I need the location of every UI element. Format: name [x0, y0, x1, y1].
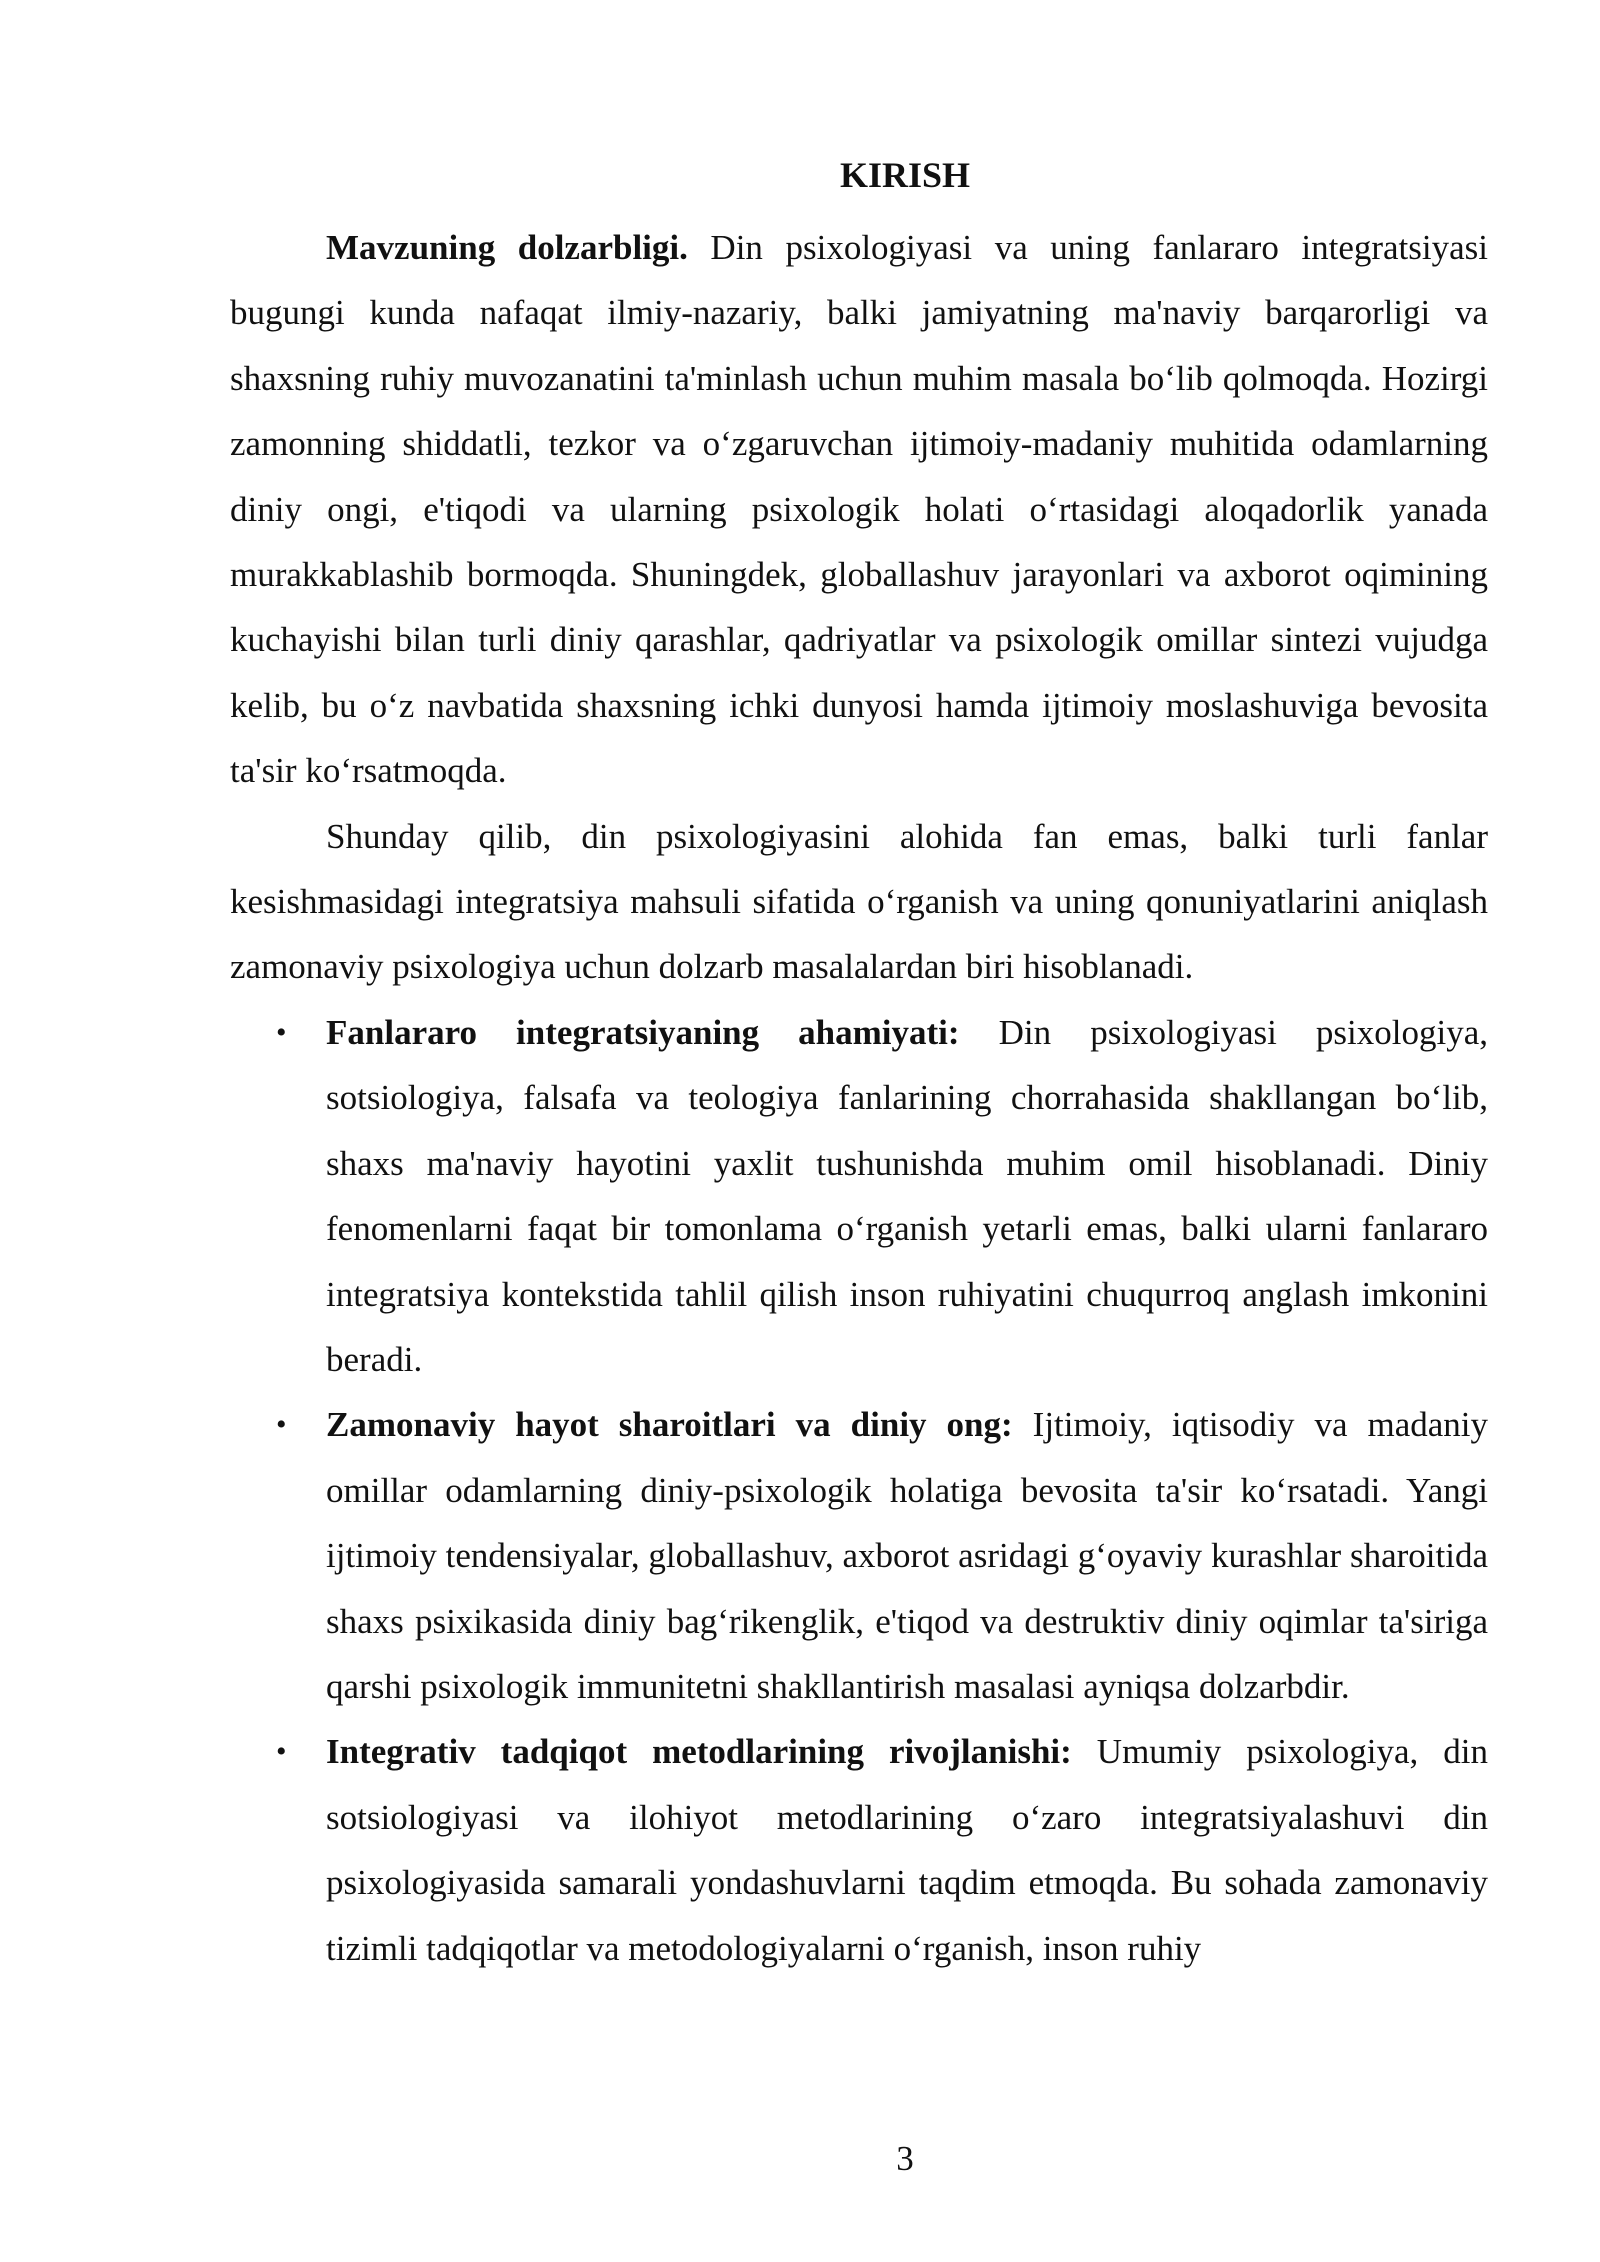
intro-paragraph: [230, 215, 1488, 804]
bullet-icon: •: [276, 1408, 287, 1442]
bullet-lead: Zamonaviy hayot sharoitlari va diniy ong:: [326, 1405, 1013, 1445]
bullet-item: [230, 1719, 1488, 1981]
body-text: [230, 215, 1488, 1981]
bullet-lead: Fanlararo integratsiyaning ahamiyati:: [326, 1012, 960, 1052]
bullet-list: [230, 1000, 1488, 1981]
summary-paragraph: Shunday qilib, din psixologiyasini alohida fan emas, balki turli fanlar kesishmasidagi integratsiya mahsuli sifatida o‘rganish va uning qonuniyatlarini aniqlash zamonaviy psixologiya uchun dolzarb masalalardan biri hisoblanadi.: [230, 816, 1488, 987]
intro-text: Din psixologiyasi va uning fanlararo integratsiyasi bugungi kunda nafaqat ilmiy-nazariy, balki jamiyatning ma'naviy barqarorligi va shaxsning ruhiy muvozanatini ta'minlash uchun muhim masala bo‘lib qolmoqda. Hozirgi zamonning shiddatli, tezkor va o‘zgaruvchan ijtimoiy-madaniy muhitida odamlarning diniy ongi, e'tiqodi va ularning psixologik holati o‘rtasidagi aloqadorlik yanada murakkablashib bormoqda. Shuningdek, globallashuv jarayonlari va axborot oqimining kuchayishi bilan turli diniy qarashlar, qadriyatlar va psixologik omillar sintezi vujudga kelib, bu o‘z navbatida shaxsning ichki dunyosi hamda ijtimoiy moslashuviga bevosita ta'sir ko‘rsatmoqda.: [230, 228, 1488, 791]
bullet-item: [230, 1000, 1488, 1392]
section-title: KIRISH: [839, 155, 971, 195]
bullet-text: Ijtimoiy, iqtisodiy va madaniy omillar odamlarning diniy-psixologik holatiga bevosita ta'sir ko‘rsatadi. Yangi ijtimoiy tendensiyalar, globallashuv, axborot asridagi g‘oyaviy kurashlar sharoitida shaxs psixikasida diniy bag‘rikenglik, e'tiqod va destruktiv diniy oqimlar ta'siriga qarshi psixologik immunitetni shakllantirish masalasi ayniqsa dolzarbdir.: [326, 1405, 1488, 1706]
page-number: 3: [896, 2139, 914, 2178]
bullet-icon: •: [276, 1735, 287, 1769]
intro-lead: Mavzuning dolzarbligi.: [326, 228, 688, 267]
bullet-icon: •: [276, 1015, 287, 1049]
bullet-lead: Integrativ tadqiqot metodlarining rivojlanishi:: [326, 1732, 1072, 1772]
bullet-item: [230, 1392, 1488, 1719]
bullet-text: Umumiy psixologiya, din sotsiologiyasi va ilohiyot metodlarining o‘zaro integratsiyalashuvi din psixologiyasida samarali yondashuvlarni taqdim etmoqda. Bu sohada zamonaviy tizimli tadqiqotlar va metodologiyalarni o‘rganish, inson ruhiy: [326, 1732, 1489, 1968]
bullet-text: Din psixologiyasi psixologiya, sotsiologiya, falsafa va teologiya fanlarining chorrahasida shakllangan bo‘lib, shaxs ma'naviy hayotini yaxlit tushunishda muhim omil hisoblanadi. Diniy fenomenlarni faqat bir tomonlama o‘rganish yetarli emas, balki ularni fanlararo integratsiya kontekstida tahlil qilish inson ruhiyatini chuqurroq anglash imkonini beradi.: [326, 1012, 1488, 1379]
